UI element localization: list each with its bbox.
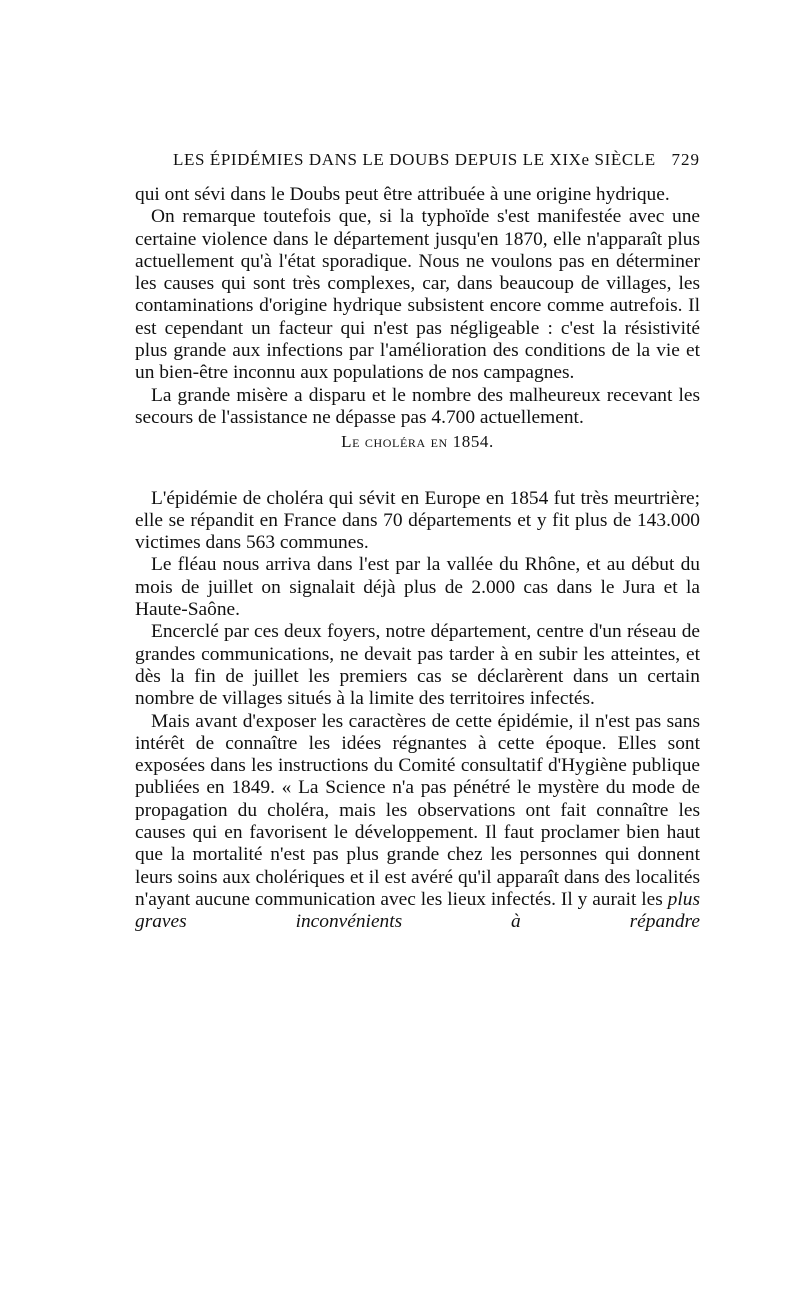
section-heading: Le choléra en 1854. bbox=[341, 432, 494, 452]
book-page bbox=[135, 150, 700, 934]
paragraph-2: On remarque toutefois que, si la typhoïde s'est manifestée avec une certaine violence dans le département jusqu'en 1870, elle n'apparaît plus actuellement qu'à l'état sporadique. Nous ne voulons pas en déterminer les causes qui sont très complexes, car, dans beaucoup de villages, les contaminations d'origine hydrique subsistent encore comme autrefois. Il est cependant un facteur qui n'est pas négligeable : c'est la résistivité plus grande aux infections par l'amélioration des conditions de la vie et un bien-être inconnu aux populations de nos campagnes. bbox=[135, 206, 700, 384]
paragraph-7 bbox=[135, 711, 700, 934]
paragraph-4: L'épidémie de choléra qui sévit en Europe en 1854 fut très meurtrière; elle se répandit en France dans 70 départements et y fit plus de 143.000 victimes dans 563 communes. bbox=[135, 487, 700, 554]
paragraph-7-italic: plus graves inconvénients à répandre bbox=[135, 888, 700, 933]
page-number: 729 bbox=[671, 150, 700, 169]
paragraph-3: La grande misère a disparu et le nombre des malheureux recevant les secours de l'assistance ne dépasse pas 4.700 actuellement. bbox=[135, 384, 700, 428]
paragraph-7-text: Mais avant d'exposer les caractères de cette épidémie, il n'est pas sans intérêt de connaître les idées régnantes à cette époque. Elles sont exposées dans les instructions du Comité consultatif d'Hygiène publique publiées en 1849. « La Science n'a pas pénétré le mystère du mode de propagation du choléra, mais les observations ont fait connaître les causes qui en favorisent le développement. Il faut proclamer bien haut que la mortalité n'est pas plus grande chez les personnes qui donnent leurs soins aux cholériques et il est avéré qu'il apparaît dans des localités n'ayant aucune communication avec les lieux infectés. Il y aurait les bbox=[135, 710, 700, 910]
body-text bbox=[135, 184, 700, 934]
running-title: LES ÉPIDÉMIES DANS LE DOUBS DEPUIS LE XIXe SIÈCLE bbox=[173, 150, 656, 169]
paragraph-5: Le fléau nous arriva dans l'est par la vallée du Rhône, et au début du mois de juillet on signalait déjà plus de 2.000 cas dans le Jura et la Haute-Saône. bbox=[135, 554, 700, 621]
paragraph-6: Encerclé par ces deux foyers, notre département, centre d'un réseau de grandes communications, ne devait pas tarder à en subir les atteintes, et dès la fin de juillet les premiers cas se déclarèrent dans un certain nombre de villages situés à la limite des territoires infectés. bbox=[135, 621, 700, 710]
paragraph-1: qui ont sévi dans le Doubs peut être attribuée à une origine hydrique. bbox=[135, 184, 670, 205]
running-header bbox=[173, 150, 700, 170]
